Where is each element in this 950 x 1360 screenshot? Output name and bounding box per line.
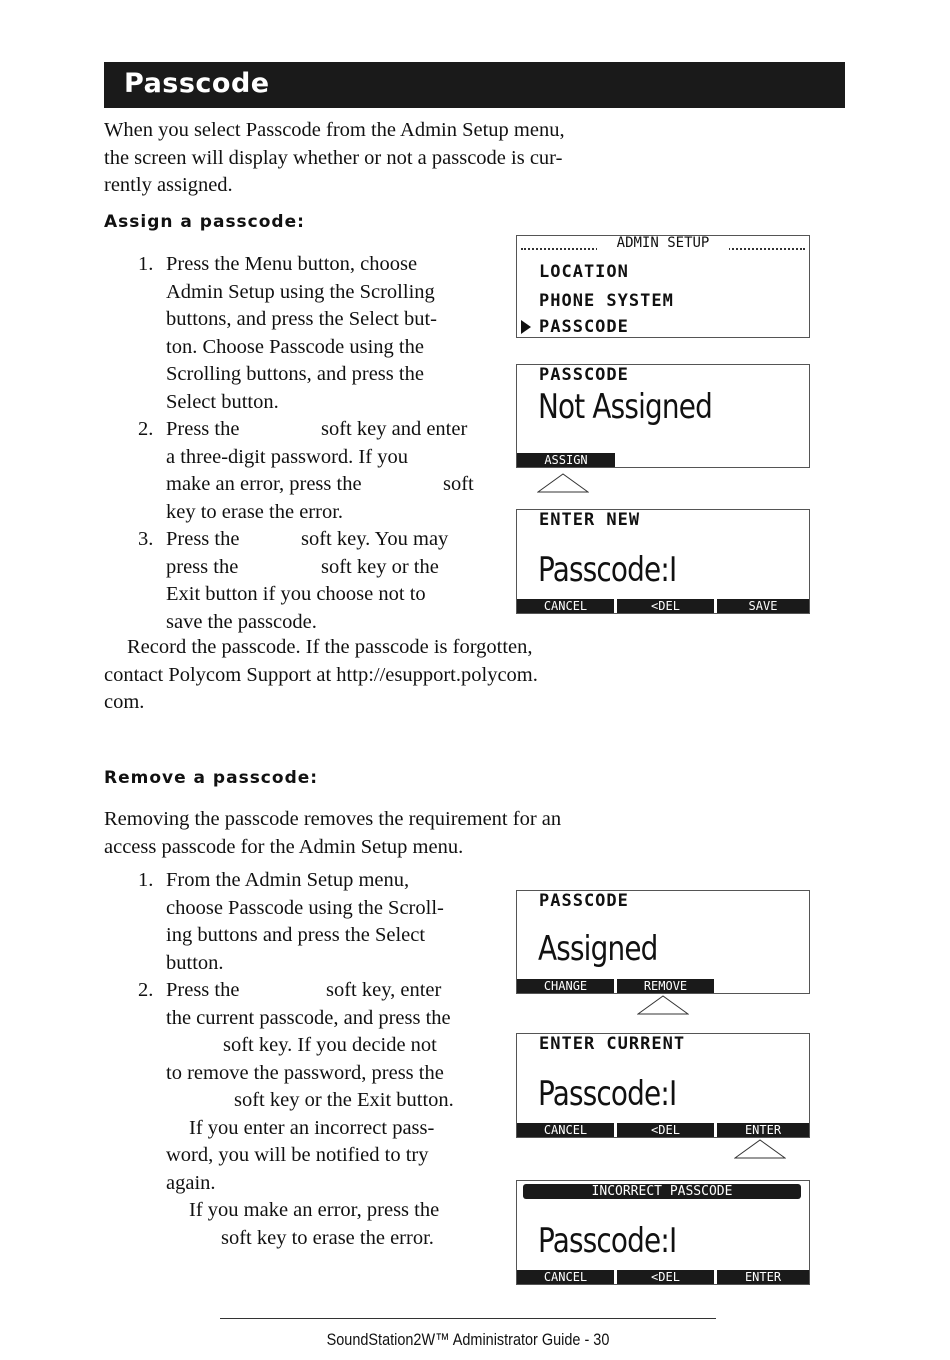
soft-key-delete[interactable]: <DEL bbox=[617, 599, 714, 613]
lcd-passcode-entry: Passcode:I bbox=[538, 1221, 677, 1261]
step-line: soft key. If you decide not bbox=[223, 1034, 437, 1056]
record-line: com. bbox=[104, 691, 145, 713]
lcd-status: Assigned bbox=[538, 929, 658, 969]
pointer-arrow-icon bbox=[734, 1138, 786, 1160]
step-line: the current passcode, and press the bbox=[166, 1006, 451, 1029]
page-title: Passcode bbox=[124, 68, 270, 99]
step-line: soft key. You may bbox=[301, 528, 449, 550]
step-line: Scrolling buttons, and press the bbox=[166, 363, 424, 385]
soft-key-cancel[interactable]: CANCEL bbox=[517, 1270, 614, 1284]
menu-item-phone-system: PHONE SYSTEM bbox=[539, 291, 674, 311]
soft-key-cancel[interactable]: CANCEL bbox=[517, 599, 614, 613]
step-line: ton. Choose Passcode using the bbox=[166, 335, 424, 358]
remove-intro-line: access passcode for the Admin Setup menu. bbox=[104, 835, 464, 858]
step-line: a three-digit password. If you bbox=[166, 445, 408, 468]
step-line: to remove the password, press the bbox=[166, 1061, 444, 1084]
lcd-status: Not Assigned bbox=[538, 387, 712, 427]
soft-key-save[interactable]: SAVE bbox=[717, 599, 809, 613]
lcd-header: ENTER CURRENT bbox=[539, 1034, 686, 1054]
step-line: From the Admin Setup menu, bbox=[166, 869, 410, 891]
step-line: Press the bbox=[166, 979, 240, 1001]
menu-item-passcode: PASSCODE bbox=[539, 317, 629, 337]
section-title-bar bbox=[104, 62, 845, 108]
step-line: make an error, press the bbox=[166, 473, 362, 495]
lcd-header: PASSCODE bbox=[539, 891, 629, 911]
step-line: soft key, enter bbox=[326, 979, 442, 1001]
soft-key-delete[interactable]: <DEL bbox=[617, 1123, 714, 1137]
soft-key-change[interactable]: CHANGE bbox=[517, 979, 614, 993]
step-line: Select button. bbox=[166, 390, 279, 413]
soft-keys bbox=[517, 1270, 809, 1284]
step-line: ing buttons and press the Select bbox=[166, 924, 426, 946]
soft-key-enter[interactable]: ENTER bbox=[717, 1270, 809, 1284]
page-footer: SoundStation2W™ Administrator Guide - 30 bbox=[326, 1330, 610, 1349]
intro-line: the screen will display whether or not a passcode is cur- bbox=[104, 146, 563, 169]
pointer-arrow-icon bbox=[637, 994, 689, 1016]
step-line: soft key or the Exit button. bbox=[234, 1089, 454, 1111]
step-line: Press the Menu button, choose bbox=[166, 253, 418, 275]
remove-heading: Remove a passcode: bbox=[104, 768, 319, 788]
note-line: again. bbox=[166, 1171, 216, 1194]
lcd-admin-setup bbox=[516, 235, 810, 338]
soft-keys bbox=[517, 1123, 809, 1137]
menu-item-location: LOCATION bbox=[539, 262, 629, 282]
step-number: 3. bbox=[138, 528, 154, 550]
lcd-enter-new bbox=[516, 509, 810, 614]
soft-key-delete[interactable]: <DEL bbox=[617, 1270, 714, 1284]
step-line: buttons, and press the Select but- bbox=[166, 308, 438, 330]
step-number: 2. bbox=[138, 418, 154, 440]
soft-keys bbox=[517, 979, 717, 993]
step-line: key to erase the error. bbox=[166, 500, 344, 523]
step-line: soft key or the bbox=[321, 555, 439, 578]
step-line: Exit button if you choose not to bbox=[166, 583, 426, 605]
record-paragraph bbox=[0, 634, 620, 724]
lcd-passcode-not-assigned bbox=[516, 364, 810, 468]
lcd-header: ENTER NEW bbox=[539, 510, 641, 530]
remove-intro-line: Removing the passcode removes the requirement for an bbox=[104, 808, 562, 830]
soft-key-cancel[interactable]: CANCEL bbox=[517, 1123, 614, 1137]
step-line: save the passcode. bbox=[166, 610, 317, 633]
lcd-title: ADMIN SETUP bbox=[597, 235, 729, 251]
step-line: Press the bbox=[166, 528, 240, 550]
note-line: If you make an error, press the bbox=[189, 1199, 440, 1221]
step-number: 1. bbox=[138, 253, 154, 275]
lcd-enter-current bbox=[516, 1033, 810, 1138]
record-line: contact Polycom Support at http://esupport.polycom. bbox=[104, 663, 538, 686]
error-banner: INCORRECT PASSCODE bbox=[523, 1184, 801, 1199]
lcd-header: PASSCODE bbox=[539, 365, 629, 385]
step-line: button. bbox=[166, 951, 224, 974]
soft-key-remove[interactable]: REMOVE bbox=[617, 979, 714, 993]
note-line: soft key to erase the error. bbox=[221, 1226, 434, 1249]
note-line: word, you will be notified to try bbox=[166, 1144, 429, 1166]
note-line: If you enter an incorrect pass- bbox=[189, 1116, 435, 1139]
lcd-incorrect-passcode bbox=[516, 1180, 810, 1285]
intro-line: When you select Passcode from the Admin Setup menu, bbox=[104, 119, 565, 141]
lcd-passcode-assigned bbox=[516, 890, 810, 994]
record-line: Record the passcode. If the passcode is forgotten, bbox=[127, 636, 533, 658]
soft-key-enter[interactable]: ENTER bbox=[717, 1123, 809, 1137]
step-line: Admin Setup using the Scrolling bbox=[166, 280, 435, 303]
step-number: 1. bbox=[138, 869, 154, 891]
lcd-passcode-entry: Passcode:I bbox=[538, 550, 677, 590]
step-line: press the bbox=[166, 555, 239, 578]
selection-arrow-icon bbox=[521, 320, 531, 334]
step-line: choose Passcode using the Scroll- bbox=[166, 896, 444, 919]
intro-line: rently assigned. bbox=[104, 174, 233, 196]
lcd-passcode-entry: Passcode:I bbox=[538, 1074, 677, 1114]
step-number: 2. bbox=[138, 979, 154, 1001]
remove-steps bbox=[0, 867, 500, 1257]
footer-divider bbox=[220, 1318, 716, 1319]
step-line: soft key and enter bbox=[321, 418, 468, 440]
soft-keys bbox=[517, 599, 809, 613]
step-line: Press the bbox=[166, 418, 240, 440]
soft-key-assign[interactable]: ASSIGN bbox=[517, 453, 615, 467]
step-line: soft bbox=[443, 473, 474, 495]
assign-heading: Assign a passcode: bbox=[104, 212, 305, 232]
pointer-arrow-icon bbox=[537, 472, 589, 494]
remove-intro bbox=[104, 806, 634, 866]
soft-keys bbox=[517, 453, 618, 467]
